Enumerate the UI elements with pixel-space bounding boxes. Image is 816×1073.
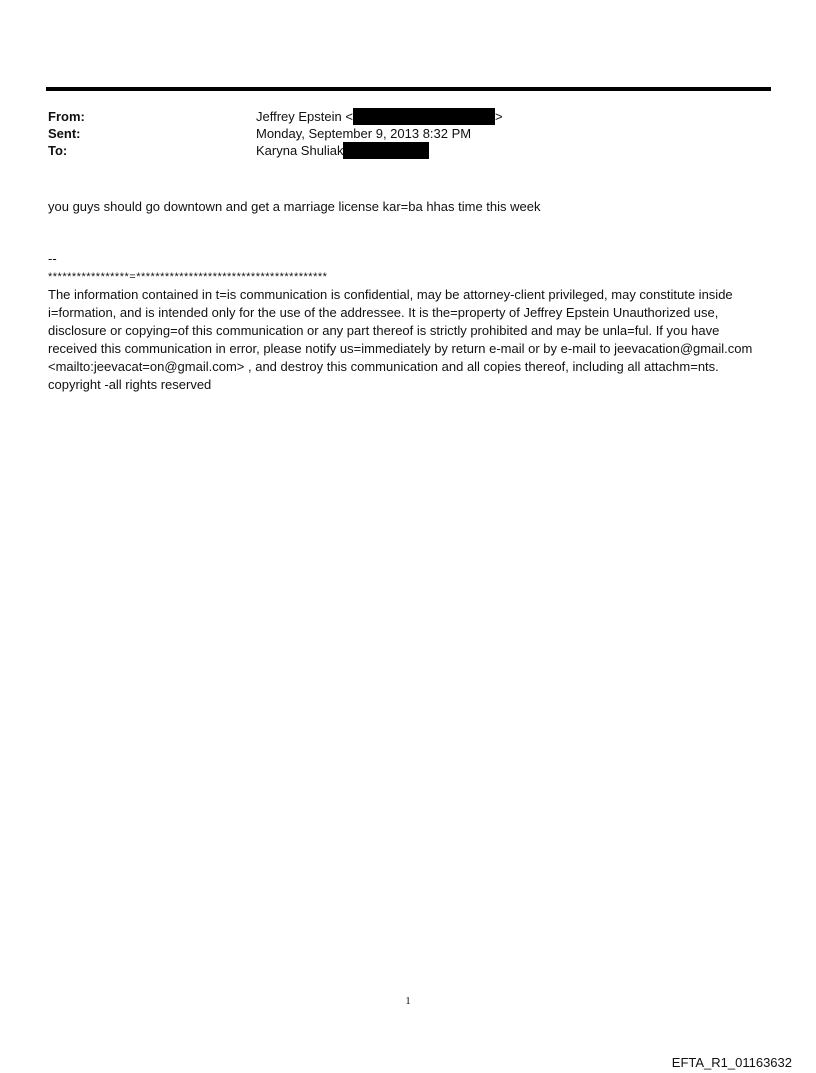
from-row xyxy=(48,108,748,125)
sent-label: Sent: xyxy=(48,126,81,141)
redaction-box xyxy=(353,108,495,125)
signature-stars: *****************=**************************************** xyxy=(48,271,328,283)
from-label: From: xyxy=(48,109,85,124)
to-row xyxy=(48,142,748,159)
confidentiality-disclaimer: The information contained in t=is communication is confidential, may be attorney-client privileged, may constitute inside i=formation, and is intended only for the use of the addressee. It is the=property of Jeffrey Epstein Unauthorized use, disclosure or copying=of this communication or any part thereof is strictly prohibited and may be unla=ful. If you have received this communication in error, please notify us=immediately by return e-mail or by e-mail to jeevacation@gmail.com <mailto:jeevacat=on@gmail.com> , and destroy this communication and all copies thereof, including all attachm=nts. copyright -all rights reserved xyxy=(48,287,753,392)
header-rule xyxy=(46,87,771,91)
sent-row xyxy=(48,125,748,142)
redaction-box xyxy=(343,142,429,159)
from-value xyxy=(256,108,503,125)
email-signature xyxy=(48,250,768,394)
signature-dash: -- xyxy=(48,251,57,266)
document-id: EFTA_R1_01163632 xyxy=(671,1055,792,1070)
email-header xyxy=(48,108,748,159)
from-close: > xyxy=(494,109,503,124)
page-number: 1 xyxy=(405,995,411,1007)
to-value xyxy=(256,142,429,159)
sent-value: Monday, September 9, 2013 8:32 PM xyxy=(256,126,472,141)
from-name: Jeffrey Epstein < xyxy=(256,109,353,124)
to-label: To: xyxy=(48,143,68,158)
to-name: Karyna Shuliak xyxy=(256,143,344,158)
email-body: you guys should go downtown and get a marriage license kar=ba hhas time this week xyxy=(48,199,541,214)
